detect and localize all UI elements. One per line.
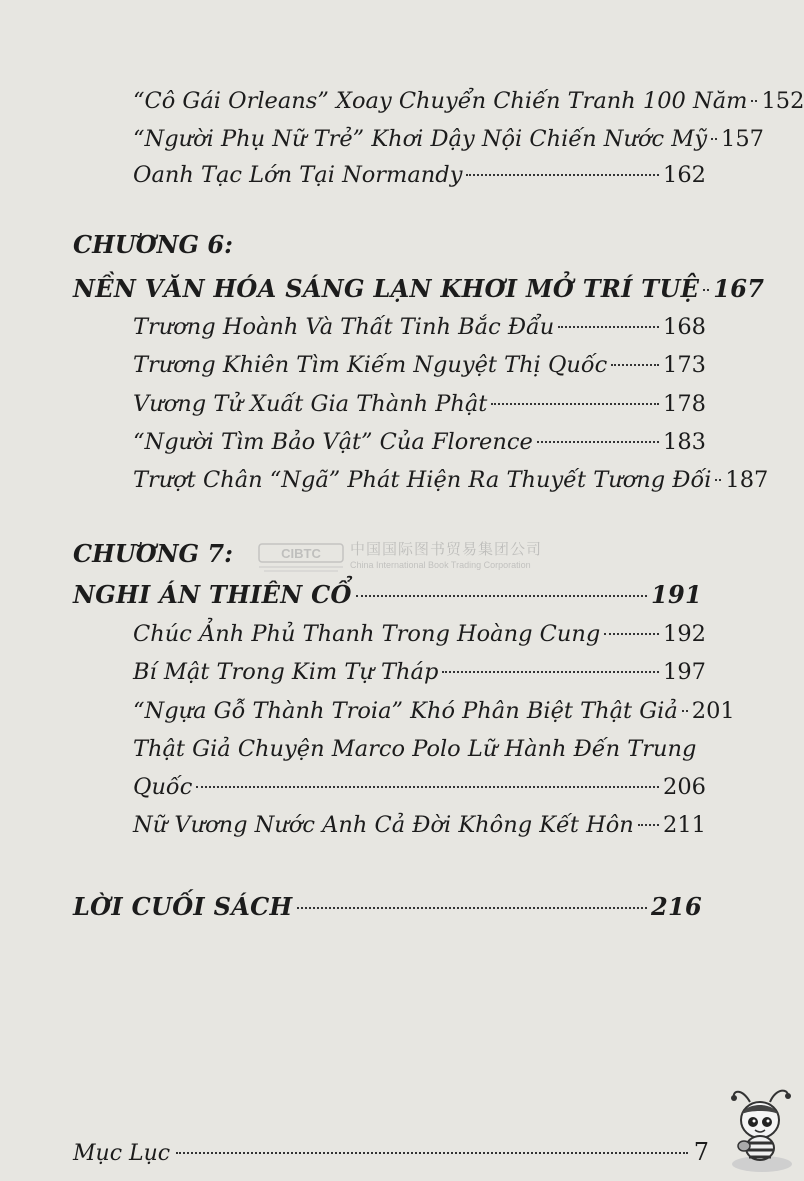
dot-leader	[196, 786, 659, 788]
toc-entry-title: Trương Khiên Tìm Kiếm Nguyệt Thị Quốc	[133, 352, 608, 378]
watermark-english-text: China International Book Trading Corporation	[350, 560, 531, 570]
toc-entry-title: Bí Mật Trong Kim Tự Tháp	[133, 659, 439, 685]
toc-entry-continuation[interactable]	[133, 772, 706, 802]
page-number: 7	[693, 1138, 709, 1166]
toc-entry-title: “Cô Gái Orleans” Xoay Chuyển Chiến Tranh 100 Năm	[133, 88, 748, 114]
dot-leader	[715, 479, 721, 481]
toc-entry-page: 206	[663, 774, 706, 800]
chapter-title: NGHI ÁN THIÊN CỔ	[73, 580, 352, 609]
chapter-6-title-entry[interactable]	[73, 274, 765, 304]
dot-leader	[682, 710, 688, 712]
chapter-page: 167	[713, 274, 765, 303]
footer-section-title: Mục Lục	[73, 1141, 171, 1166]
toc-entry-title: Vương Tử Xuất Gia Thành Phật	[133, 391, 488, 417]
toc-entry[interactable]	[133, 124, 764, 154]
dot-leader	[711, 138, 717, 140]
chapter-7-label: CHƯƠNG 7:	[73, 539, 233, 568]
toc-entry-page: 187	[725, 467, 769, 493]
toc-entry-page: 211	[663, 812, 706, 838]
toc-entry-title: “Người Phụ Nữ Trẻ” Khơi Dậy Nội Chiến Nước Mỹ	[133, 126, 708, 152]
toc-entry-title: Trượt Chân “Ngã” Phát Hiện Ra Thuyết Tương Đối	[133, 467, 712, 493]
dot-leader	[604, 633, 659, 635]
toc-entry-page: 183	[663, 429, 706, 455]
bee-mascot-icon	[726, 1080, 796, 1175]
toc-entry[interactable]	[133, 160, 706, 190]
toc-entry-page: 178	[663, 391, 706, 417]
toc-entry-first-line[interactable]	[133, 734, 733, 764]
toc-entry-title: “Ngựa Gỗ Thành Troia” Khó Phân Biệt Thật Giả	[133, 698, 678, 724]
toc-entry-page: 157	[721, 126, 764, 152]
afterword-title: LỜI CUỐI SÁCH	[73, 892, 293, 921]
toc-entry[interactable]	[133, 810, 706, 840]
toc-entry[interactable]	[133, 427, 706, 457]
page-footer	[73, 1138, 709, 1166]
toc-entry-page: 197	[663, 659, 706, 685]
toc-entry-page: 173	[663, 352, 706, 378]
dot-leader	[611, 364, 659, 366]
dot-leader	[751, 100, 757, 102]
toc-entry-title: “Người Tìm Bảo Vật” Của Florence	[133, 429, 533, 455]
toc-entry-title: Oanh Tạc Lớn Tại Normandy	[133, 162, 463, 188]
toc-entry[interactable]	[133, 312, 706, 342]
chapter-title: NỀN VĂN HÓA SÁNG LẠN KHƠI MỞ TRÍ TUỆ	[73, 274, 700, 303]
toc-entry-title: Nữ Vương Nước Anh Cả Đời Không Kết Hôn	[133, 812, 634, 838]
toc-entry-page: 192	[663, 621, 706, 647]
afterword-page: 216	[651, 892, 702, 921]
dot-leader	[638, 824, 659, 826]
toc-entry-page: 152	[761, 88, 804, 114]
toc-entry-page: 168	[663, 314, 706, 340]
cibtc-logo-icon	[258, 540, 344, 574]
toc-entry-title: Chúc Ảnh Phủ Thanh Trong Hoàng Cung	[133, 621, 601, 647]
dot-leader	[491, 403, 659, 405]
dot-leader	[176, 1152, 688, 1154]
toc-entry-page: 162	[663, 162, 706, 188]
dot-leader	[297, 907, 647, 909]
dot-leader	[442, 671, 659, 673]
toc-entry[interactable]	[133, 465, 769, 495]
toc-entry[interactable]	[133, 657, 706, 687]
toc-entry[interactable]	[133, 350, 706, 380]
dot-leader	[466, 174, 659, 176]
watermark-chinese-text: 中国国际图书贸易集团公司	[350, 540, 543, 558]
toc-entry-title: Thật Giả Chuyện Marco Polo Lữ Hành Đến Trung	[133, 736, 697, 762]
dot-leader	[703, 289, 709, 291]
dot-leader	[356, 595, 647, 597]
toc-entry-page: 201	[691, 698, 735, 724]
toc-entry[interactable]	[133, 696, 735, 726]
toc-entry[interactable]	[133, 619, 706, 649]
afterword-entry[interactable]	[73, 892, 702, 922]
logo-text: CIBTC	[281, 546, 321, 561]
toc-entry-title-cont: Quốc	[133, 774, 193, 800]
dot-leader	[537, 441, 659, 443]
chapter-6-label: CHƯƠNG 6:	[73, 230, 233, 259]
toc-entry-title: Trương Hoành Và Thất Tinh Bắc Đẩu	[133, 314, 555, 340]
chapter-7-title-entry[interactable]	[73, 580, 702, 610]
toc-entry[interactable]	[133, 389, 706, 419]
dot-leader	[558, 326, 659, 328]
chapter-page: 191	[651, 580, 702, 609]
toc-entry[interactable]	[133, 86, 804, 116]
publisher-watermark	[258, 538, 558, 580]
